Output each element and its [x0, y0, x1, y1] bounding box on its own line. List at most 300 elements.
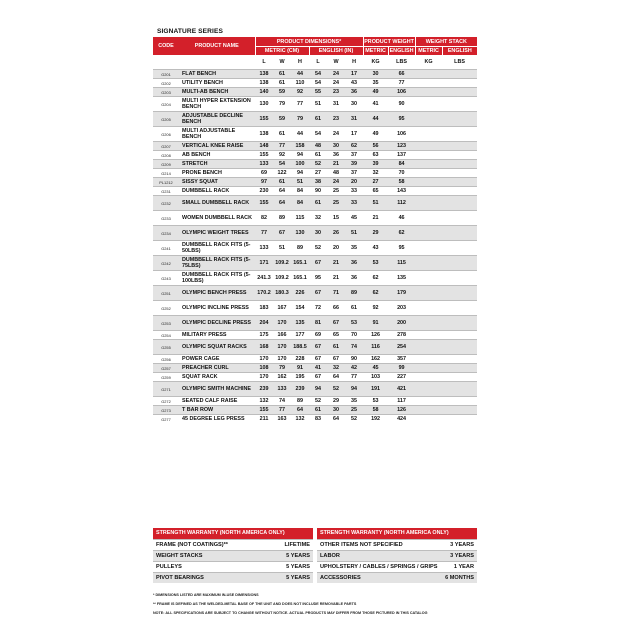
product-name: OLYMPIC SMITH MACHINE [179, 382, 255, 397]
product-name: DUMBBELL RACK FITS (5-75LBS) [179, 256, 255, 271]
spec-value: 138 [255, 127, 273, 142]
spec-value: 81 [309, 316, 327, 331]
footnote: ** FRAME IS DEFINED AS THE WELDED-METAL BASE OF THE UNIT AND DOES NOT INCLUDE REMOVABLE PARTS [153, 602, 357, 606]
unit-l: L [255, 55, 273, 70]
spec-value: 77 [291, 97, 309, 112]
product-name: VERTICAL KNEE RAISE [179, 142, 255, 151]
spec-value: 61 [309, 112, 327, 127]
spec-value: 170 [255, 373, 273, 382]
product-code: G207 [153, 142, 179, 151]
spec-value: 94 [345, 382, 363, 397]
table-row [153, 271, 477, 286]
spec-value: 110 [291, 79, 309, 88]
spec-value [415, 340, 442, 355]
warranty-item-label: PULLEYS [156, 564, 182, 570]
table-row [153, 226, 477, 241]
unit-h-in: H [345, 55, 363, 70]
spec-value: 421 [388, 382, 415, 397]
spec-value: 32 [309, 211, 327, 226]
spec-value [442, 316, 477, 331]
product-name: OLYMPIC BENCH PRESS [179, 286, 255, 301]
spec-value: 70 [388, 169, 415, 178]
spec-value: 69 [309, 331, 327, 340]
warranty-item-duration: 5 YEARS [286, 564, 310, 570]
spec-value: 61 [309, 196, 327, 211]
product-name: ADJUSTABLE DECLINE BENCH [179, 112, 255, 127]
product-code: G259 [153, 373, 179, 382]
spec-value: 115 [291, 211, 309, 226]
spec-value: 79 [273, 364, 291, 373]
product-name: POWER CAGE [179, 355, 255, 364]
footnote: * DIMENSIONS LISTED ARE MAXIMUM IN-USE DIMENSIONS [153, 593, 259, 597]
spec-value: 77 [255, 226, 273, 241]
spec-value [442, 88, 477, 97]
spec-value: 61 [327, 340, 345, 355]
spec-value [415, 271, 442, 286]
spec-value: 25 [327, 187, 345, 196]
table-row [153, 241, 477, 256]
spec-value [415, 196, 442, 211]
spec-value: 21 [327, 271, 345, 286]
spec-value: 67 [327, 355, 345, 364]
product-code: G242 [153, 256, 179, 271]
spec-value: 31 [345, 112, 363, 127]
product-code: G255 [153, 340, 179, 355]
spec-value: 67 [309, 256, 327, 271]
spec-value: 53 [363, 256, 388, 271]
spec-value: 126 [363, 331, 388, 340]
spec-value: 67 [309, 373, 327, 382]
spec-value [415, 316, 442, 331]
warranty-item-duration: 1 YEAR [453, 564, 474, 570]
warranty-row [317, 561, 477, 572]
warranty-header-left: STRENGTH WARRANTY (NORTH AMERICA ONLY) [153, 528, 313, 539]
spec-value [442, 355, 477, 364]
spec-value: 33 [345, 187, 363, 196]
table-row [153, 355, 477, 364]
weight-metric-header: METRIC [363, 47, 388, 56]
metric-cm-header: METRIC (CM) [255, 47, 309, 56]
spec-value: 90 [309, 187, 327, 196]
product-name: UTILITY BENCH [179, 79, 255, 88]
spec-value [415, 415, 442, 424]
spec-value: 108 [255, 364, 273, 373]
product-code: G273 [153, 406, 179, 415]
spec-value: 31 [327, 97, 345, 112]
product-code: G256 [153, 355, 179, 364]
spec-value: 109.2 [273, 271, 291, 286]
spec-value [442, 196, 477, 211]
spec-value: 44 [291, 127, 309, 142]
spec-value: 71 [327, 286, 345, 301]
spec-value: 36 [345, 88, 363, 97]
spec-value [415, 355, 442, 364]
spec-value: 89 [291, 397, 309, 406]
unit-lbs-stack: LBS [442, 55, 477, 70]
spec-value [415, 187, 442, 196]
spec-value: 109.2 [273, 256, 291, 271]
spec-value: 82 [255, 211, 273, 226]
spec-value: 66 [327, 301, 345, 316]
spec-value: 25 [345, 406, 363, 415]
spec-value: 89 [291, 241, 309, 256]
product-name: 45 DEGREE LEG PRESS [179, 415, 255, 424]
spec-value: 61 [273, 178, 291, 187]
table-row [153, 397, 477, 406]
spec-value: 166 [273, 331, 291, 340]
spec-value: 94 [291, 169, 309, 178]
spec-value: 49 [363, 127, 388, 142]
spec-value [415, 241, 442, 256]
spec-value [442, 364, 477, 373]
spec-value: 64 [273, 196, 291, 211]
spec-value: 84 [291, 196, 309, 211]
spec-value: 53 [345, 316, 363, 331]
product-name: OLYMPIC DECLINE PRESS [179, 316, 255, 331]
product-code: G203 [153, 88, 179, 97]
spec-value: 90 [345, 355, 363, 364]
spec-value: 36 [345, 256, 363, 271]
spec-value: 52 [345, 415, 363, 424]
spec-value: 61 [345, 301, 363, 316]
spec-value: 227 [388, 373, 415, 382]
product-name: DUMBBELL RACK [179, 187, 255, 196]
spec-value: 138 [255, 79, 273, 88]
spec-value: 138 [255, 70, 273, 79]
table-row [153, 211, 477, 226]
spec-value: 65 [327, 331, 345, 340]
spec-value: 24 [327, 127, 345, 142]
warranty-item-label: OTHER ITEMS NOT SPECIFIED [320, 542, 403, 548]
warranty-item-duration: 6 MONTHS [445, 575, 474, 581]
spec-value: 21 [363, 211, 388, 226]
spec-value [415, 70, 442, 79]
spec-value: 51 [273, 241, 291, 256]
table-row [153, 301, 477, 316]
spec-value [442, 178, 477, 187]
spec-value [415, 127, 442, 142]
warranty-item-label: FRAME (NOT COATINGS)** [156, 542, 228, 548]
product-name: MULTI-AB BENCH [179, 88, 255, 97]
spec-value: 126 [388, 406, 415, 415]
spec-value [415, 88, 442, 97]
spec-value: 106 [388, 88, 415, 97]
spec-value: 29 [363, 226, 388, 241]
english-in-header: ENGLISH (IN) [309, 47, 363, 56]
spec-value: 170 [273, 340, 291, 355]
product-name: WOMEN DUMBBELL RACK [179, 211, 255, 226]
spec-value: 92 [291, 88, 309, 97]
unit-kg: KG [363, 55, 388, 70]
warranty-right-list [317, 539, 477, 583]
spec-value [442, 142, 477, 151]
table-row [153, 142, 477, 151]
warranty-header-right: STRENGTH WARRANTY (NORTH AMERICA ONLY) [317, 528, 477, 539]
product-name: MILITARY PRESS [179, 331, 255, 340]
product-name-header: PRODUCT NAME [179, 37, 255, 55]
spec-value: 137 [388, 151, 415, 160]
spec-value [415, 301, 442, 316]
product-code: PL1212 [153, 178, 179, 187]
spec-value: 30 [363, 70, 388, 79]
spec-value: 58 [363, 406, 388, 415]
spec-value: 21 [327, 256, 345, 271]
spec-value: 64 [291, 406, 309, 415]
warranty-row [153, 539, 313, 550]
spec-value: 135 [291, 316, 309, 331]
product-code: G257 [153, 364, 179, 373]
spec-value: 170 [273, 355, 291, 364]
product-code: G241 [153, 241, 179, 256]
spec-value: 158 [291, 142, 309, 151]
spec-value: 49 [363, 88, 388, 97]
spec-value: 77 [388, 79, 415, 88]
spec-value [415, 79, 442, 88]
spec-value: 42 [345, 364, 363, 373]
product-code: G232 [153, 196, 179, 211]
table-row [153, 340, 477, 355]
spec-value: 62 [345, 142, 363, 151]
product-code: G233 [153, 211, 179, 226]
spec-value: 106 [388, 127, 415, 142]
spec-value: 92 [273, 151, 291, 160]
spec-value: 89 [273, 211, 291, 226]
warranty-item-label: WEIGHT STACKS [156, 553, 203, 559]
spec-value [415, 142, 442, 151]
series-title: SIGNATURE SERIES [157, 28, 223, 35]
spec-value: 67 [309, 286, 327, 301]
spec-value: 67 [309, 355, 327, 364]
spec-value: 74 [345, 340, 363, 355]
spec-value [442, 241, 477, 256]
table-row [153, 187, 477, 196]
spec-value: 24 [327, 79, 345, 88]
spec-value: 48 [327, 169, 345, 178]
warranty-row [153, 550, 313, 561]
spec-value: 43 [363, 241, 388, 256]
spec-value: 165.1 [291, 256, 309, 271]
spec-value: 357 [388, 355, 415, 364]
spec-value: 188.5 [291, 340, 309, 355]
spec-value: 29 [327, 397, 345, 406]
spec-value: 162 [273, 373, 291, 382]
table-row [153, 70, 477, 79]
spec-value [442, 415, 477, 424]
spec-value: 23 [327, 88, 345, 97]
spec-value: 228 [291, 355, 309, 364]
spec-value: 64 [273, 187, 291, 196]
product-name: SQUAT RACK [179, 373, 255, 382]
spec-value: 30 [327, 406, 345, 415]
spec-value: 195 [291, 373, 309, 382]
spec-value: 48 [309, 142, 327, 151]
product-code: G202 [153, 79, 179, 88]
spec-value [415, 373, 442, 382]
product-name: AB BENCH [179, 151, 255, 160]
spec-value: 62 [363, 271, 388, 286]
spec-value: 132 [291, 415, 309, 424]
table-row [153, 382, 477, 397]
spec-value: 66 [388, 70, 415, 79]
spec-value [442, 187, 477, 196]
spec-value [415, 178, 442, 187]
spec-value: 79 [291, 112, 309, 127]
spec-value: 39 [345, 160, 363, 169]
spec-value: 17 [345, 70, 363, 79]
spec-value: 35 [345, 397, 363, 406]
spec-value: 62 [363, 286, 388, 301]
spec-value [442, 226, 477, 241]
spec-value [415, 151, 442, 160]
table-row [153, 196, 477, 211]
spec-value [442, 79, 477, 88]
table-row [153, 88, 477, 97]
unit-lbs: LBS [388, 55, 415, 70]
spec-value: 155 [255, 406, 273, 415]
spec-value: 91 [363, 316, 388, 331]
spec-value: 92 [363, 301, 388, 316]
table-row [153, 415, 477, 424]
spec-value: 200 [388, 316, 415, 331]
product-name: SMALL DUMBBELL RACK [179, 196, 255, 211]
spec-value: 32 [327, 364, 345, 373]
spec-value: 61 [273, 79, 291, 88]
warranty-item-duration: 3 YEARS [450, 542, 474, 548]
spec-value [415, 97, 442, 112]
spec-value [442, 211, 477, 226]
product-name: SEATED CALF RAISE [179, 397, 255, 406]
spec-value: 30 [327, 142, 345, 151]
spec-value: 133 [273, 382, 291, 397]
spec-value: 24 [327, 70, 345, 79]
unit-h: H [291, 55, 309, 70]
warranty-section [153, 528, 477, 583]
spec-value: 51 [363, 196, 388, 211]
product-code: G234 [153, 226, 179, 241]
unit-kg-stack: KG [415, 55, 442, 70]
spec-value: 230 [255, 187, 273, 196]
spec-value: 32 [363, 169, 388, 178]
spec-value: 84 [388, 160, 415, 169]
spec-value: 94 [291, 151, 309, 160]
spec-value: 154 [291, 301, 309, 316]
spec-value: 239 [255, 382, 273, 397]
spec-value: 135 [388, 271, 415, 286]
product-code: G201 [153, 70, 179, 79]
spec-value: 148 [255, 142, 273, 151]
table-row [153, 406, 477, 415]
spec-value: 140 [255, 88, 273, 97]
warranty-row [317, 572, 477, 583]
spec-value: 278 [388, 331, 415, 340]
product-code: G243 [153, 271, 179, 286]
spec-value: 61 [309, 406, 327, 415]
spec-value: 30 [345, 97, 363, 112]
spec-value: 84 [291, 187, 309, 196]
warranty-item-duration: 3 YEARS [450, 553, 474, 559]
warranty-item-duration: LIFETIME [284, 542, 310, 548]
spec-value: 204 [255, 316, 273, 331]
table-row [153, 112, 477, 127]
product-name: STRETCH [179, 160, 255, 169]
product-code: G214 [153, 169, 179, 178]
table-row [153, 316, 477, 331]
spec-value [415, 331, 442, 340]
table-row [153, 160, 477, 169]
spec-value: 179 [388, 286, 415, 301]
spec-value: 54 [309, 79, 327, 88]
warranty-item-label: ACCESSORIES [320, 575, 361, 581]
spec-value: 132 [255, 397, 273, 406]
dimensions-header: PRODUCT DIMENSIONS* [255, 37, 363, 47]
spec-value: 163 [273, 415, 291, 424]
spec-value [442, 97, 477, 112]
spec-value: 20 [345, 178, 363, 187]
spec-value: 26 [327, 226, 345, 241]
unit-w-in: W [327, 55, 345, 70]
spec-value [442, 127, 477, 142]
spec-value: 45 [363, 364, 388, 373]
footnote: NOTE: ALL SPECIFICATIONS ARE SUBJECT TO CHANGE WITHOUT NOTICE. ACTUAL PRODUCTS MAY DIFFER FROM THOSE PICTURED IN THIS CATALOG [153, 611, 428, 615]
spec-value: 17 [345, 127, 363, 142]
product-code: G204 [153, 97, 179, 112]
product-name: MULTI ADJUSTABLE BENCH [179, 127, 255, 142]
stack-header: WEIGHT STACK [415, 37, 477, 47]
weight-header: PRODUCT WEIGHT [364, 38, 414, 45]
product-name: SISSY SQUAT [179, 178, 255, 187]
spec-value: 117 [388, 397, 415, 406]
spec-value: 51 [345, 226, 363, 241]
spec-value: 116 [363, 340, 388, 355]
spec-value: 112 [388, 196, 415, 211]
spec-value [442, 160, 477, 169]
spec-value: 165.1 [291, 271, 309, 286]
product-code: G271 [153, 382, 179, 397]
product-name: PRONE BENCH [179, 169, 255, 178]
spec-value: 36 [327, 151, 345, 160]
spec-value: 79 [273, 97, 291, 112]
spec-value: 45 [345, 211, 363, 226]
spec-value: 25 [327, 196, 345, 211]
spec-value: 43 [345, 79, 363, 88]
spec-value [442, 169, 477, 178]
product-code: G277 [153, 415, 179, 424]
spec-value: 170.2 [255, 286, 273, 301]
product-code: G251 [153, 286, 179, 301]
spec-value [442, 340, 477, 355]
spec-value: 175 [255, 331, 273, 340]
footnotes [153, 591, 483, 618]
product-code: G205 [153, 112, 179, 127]
spec-value: 61 [273, 70, 291, 79]
spec-value: 72 [309, 301, 327, 316]
warranty-row [317, 539, 477, 550]
spec-value: 133 [255, 241, 273, 256]
spec-value: 39 [363, 160, 388, 169]
spec-value [415, 226, 442, 241]
spec-value: 155 [255, 196, 273, 211]
spec-value [415, 397, 442, 406]
spec-value: 170 [273, 316, 291, 331]
spec-value: 168 [255, 340, 273, 355]
spec-value: 241.3 [255, 271, 273, 286]
stack-metric-header: METRIC [415, 47, 442, 56]
spec-value: 83 [309, 415, 327, 424]
spec-value: 35 [345, 241, 363, 256]
spec-value: 67 [273, 226, 291, 241]
spec-value: 52 [309, 160, 327, 169]
spec-value: 37 [345, 169, 363, 178]
